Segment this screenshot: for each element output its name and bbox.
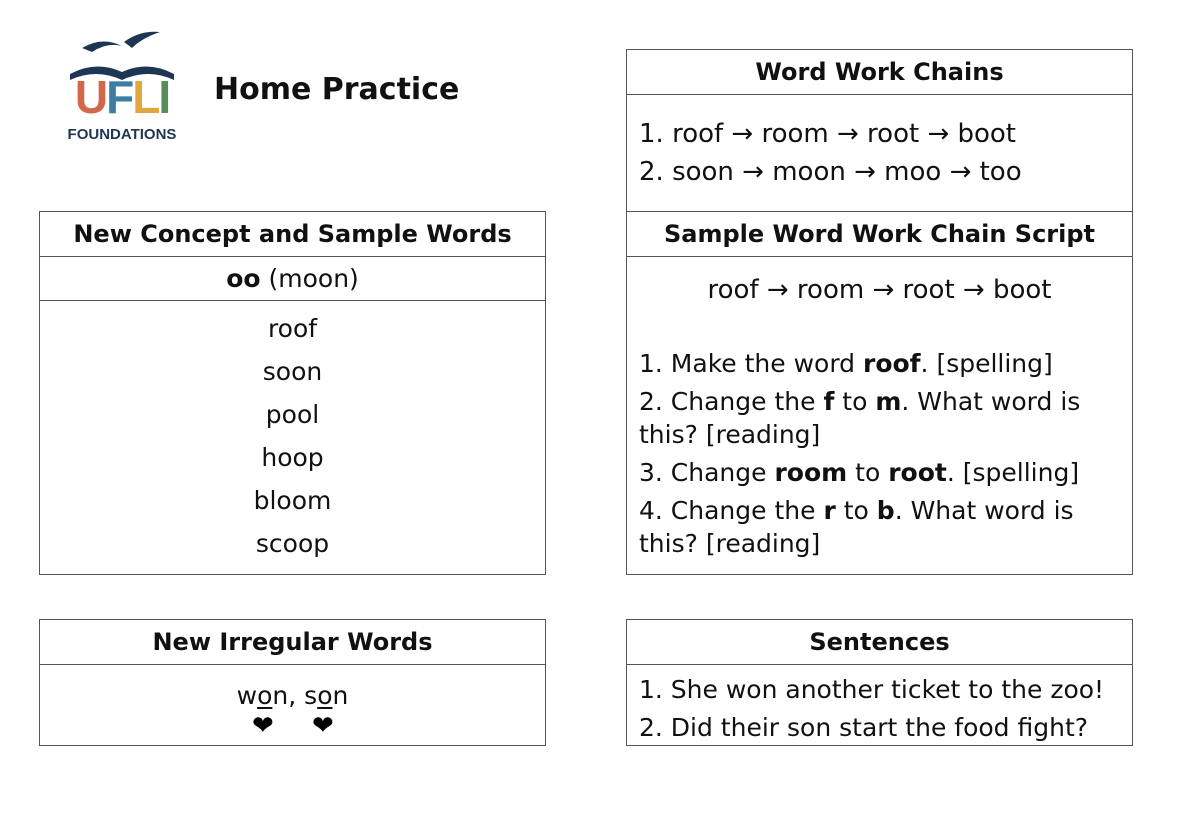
irregular-word-won: won bbox=[236, 681, 289, 710]
list-item: bloom bbox=[253, 486, 332, 515]
list-item: roof bbox=[267, 314, 318, 343]
list-item: 1. roof → room → root → boot bbox=[639, 119, 1016, 149]
script-steps bbox=[627, 323, 1132, 560]
list-item: scoop bbox=[255, 529, 330, 558]
heart-icon: ❤ bbox=[252, 711, 274, 741]
logo-letter-i: I bbox=[158, 71, 170, 123]
heart-icon: ❤ bbox=[312, 711, 334, 741]
chains-header: Word Work Chains bbox=[627, 50, 1132, 95]
list-item: pool bbox=[265, 400, 320, 429]
concept-header: New Concept and Sample Words bbox=[40, 212, 545, 257]
concept-box bbox=[39, 211, 546, 575]
sentences-box bbox=[626, 619, 1133, 746]
irregular-words-box bbox=[39, 619, 546, 746]
logo-letter-l: L bbox=[132, 71, 159, 123]
pattern-bold: oo bbox=[226, 264, 261, 293]
irregular-header: New Irregular Words bbox=[40, 620, 545, 665]
logo-letters bbox=[66, 71, 178, 123]
list-item: 4. Change the r to b. What word is this? [reading] bbox=[639, 496, 1074, 558]
chains-list bbox=[627, 95, 1132, 191]
sentences-list bbox=[627, 665, 1132, 747]
list-item: 2. Change the f to m. What word is this? [reading] bbox=[639, 387, 1081, 449]
chain-script-box bbox=[626, 211, 1133, 575]
irregular-word-son: son bbox=[304, 681, 349, 710]
irregular-part: o bbox=[257, 681, 273, 710]
list-item: soon bbox=[262, 357, 323, 386]
concept-pattern bbox=[40, 257, 545, 301]
script-header: Sample Word Work Chain Script bbox=[627, 212, 1132, 257]
list-item: hoop bbox=[261, 443, 324, 472]
sample-words-list bbox=[40, 301, 545, 569]
irregular-words: won, son ❤ ❤ bbox=[236, 681, 349, 741]
irregular-part: o bbox=[317, 681, 333, 710]
list-item: 1. She won another ticket to the zoo! bbox=[639, 675, 1105, 704]
list-item: 3. Change room to root. [spelling] bbox=[639, 458, 1080, 487]
word-work-chains-box bbox=[626, 49, 1133, 212]
list-item: 2. Did their son start the food fight? bbox=[639, 713, 1089, 742]
logo-letter-u: U bbox=[74, 71, 107, 123]
script-example: roof → room → root → boot bbox=[707, 275, 1052, 305]
list-item: 1. Make the word roof. [spelling] bbox=[639, 349, 1053, 378]
logo-subtitle: FOUNDATIONS bbox=[67, 126, 177, 143]
ufli-logo bbox=[62, 28, 182, 148]
sentences-header: Sentences bbox=[627, 620, 1132, 665]
list-item: 2. soon → moon → moo → too bbox=[639, 157, 1022, 187]
page-title: Home Practice bbox=[214, 72, 460, 107]
pattern-rest: (moon) bbox=[260, 264, 359, 293]
logo-letter-f: F bbox=[106, 71, 133, 123]
